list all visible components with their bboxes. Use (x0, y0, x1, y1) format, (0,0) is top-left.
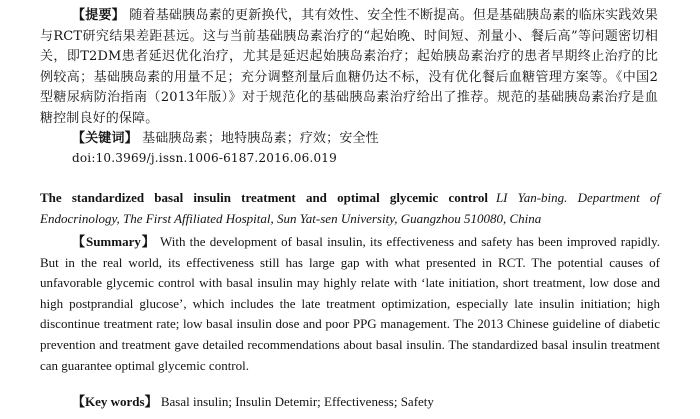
english-keywords (40, 392, 660, 413)
english-title-block (40, 188, 660, 229)
english-keywords-label: 【Key words】 (72, 394, 158, 409)
english-keywords-text: Basal insulin; Insulin Detemir; Effectiveness; Safety (160, 394, 434, 409)
author-affiliation: LI Yan-bing. Department of Endocrinology, The First Affiliated Hospital, Sun Yat-sen University, Guangzhou 510080, China (40, 190, 661, 226)
english-summary (40, 232, 660, 376)
english-title: The standardized basal insulin treatment and optimal glycemic control (40, 190, 488, 205)
keywords-label: 【关键词】 (72, 131, 138, 146)
summary-text: With the development of basal insulin, its effectiveness and safety has been improved rapidly. But in the real world, its effectiveness still has large gap with what presented in RCT. The potential causes of unfavorable glycemic control with basal insulin may highly relate with ‘late initiation, short treatment, low dose and high postprandial glucose’, which includes the late treatment optimization, especially late insulin initiation; high discontinue treatment rate; low basal insulin dose and poor PPG management. The 2013 Chinese guideline of diabetic prevention and treatment gave detailed recommendations about basal insulin. The standardized basal insulin treatment can guarantee optimal glycemic control. (40, 234, 660, 373)
chinese-keywords (40, 129, 658, 150)
chinese-abstract (40, 6, 658, 129)
abstract-text: 随着基础胰岛素的更新换代，其有效性、安全性不断提高。但是基础胰岛素的临床实践效果与RCT研究结果差距甚远。这与当前基础胰岛素治疗的“起始晚、时间短、剂量小、餐后高”等问题密切相关，即T2DM患者延迟优化治疗，尤其是延迟起始胰岛素治疗；起始胰岛素治疗的患者早期终止治疗的比例较高；基础胰岛素的用量不足；充分调整剂量后血糖仍达不标，没有优化餐后血糖管理方案等。《中国2型糖尿病防治指南（2013年版）》对于规范化的基础胰岛素治疗给出了推荐。规范的基础胰岛素治疗是血糖控制良好的保障。 (40, 8, 658, 126)
summary-label: 【Summary】 (72, 234, 156, 249)
keywords-text: 基础胰岛素；地特胰岛素；疗效；安全性 (142, 131, 379, 146)
abstract-label: 【提要】 (72, 8, 125, 23)
doi: doi:10.3969/j.issn.1006-6187.2016.06.019 (72, 151, 337, 165)
